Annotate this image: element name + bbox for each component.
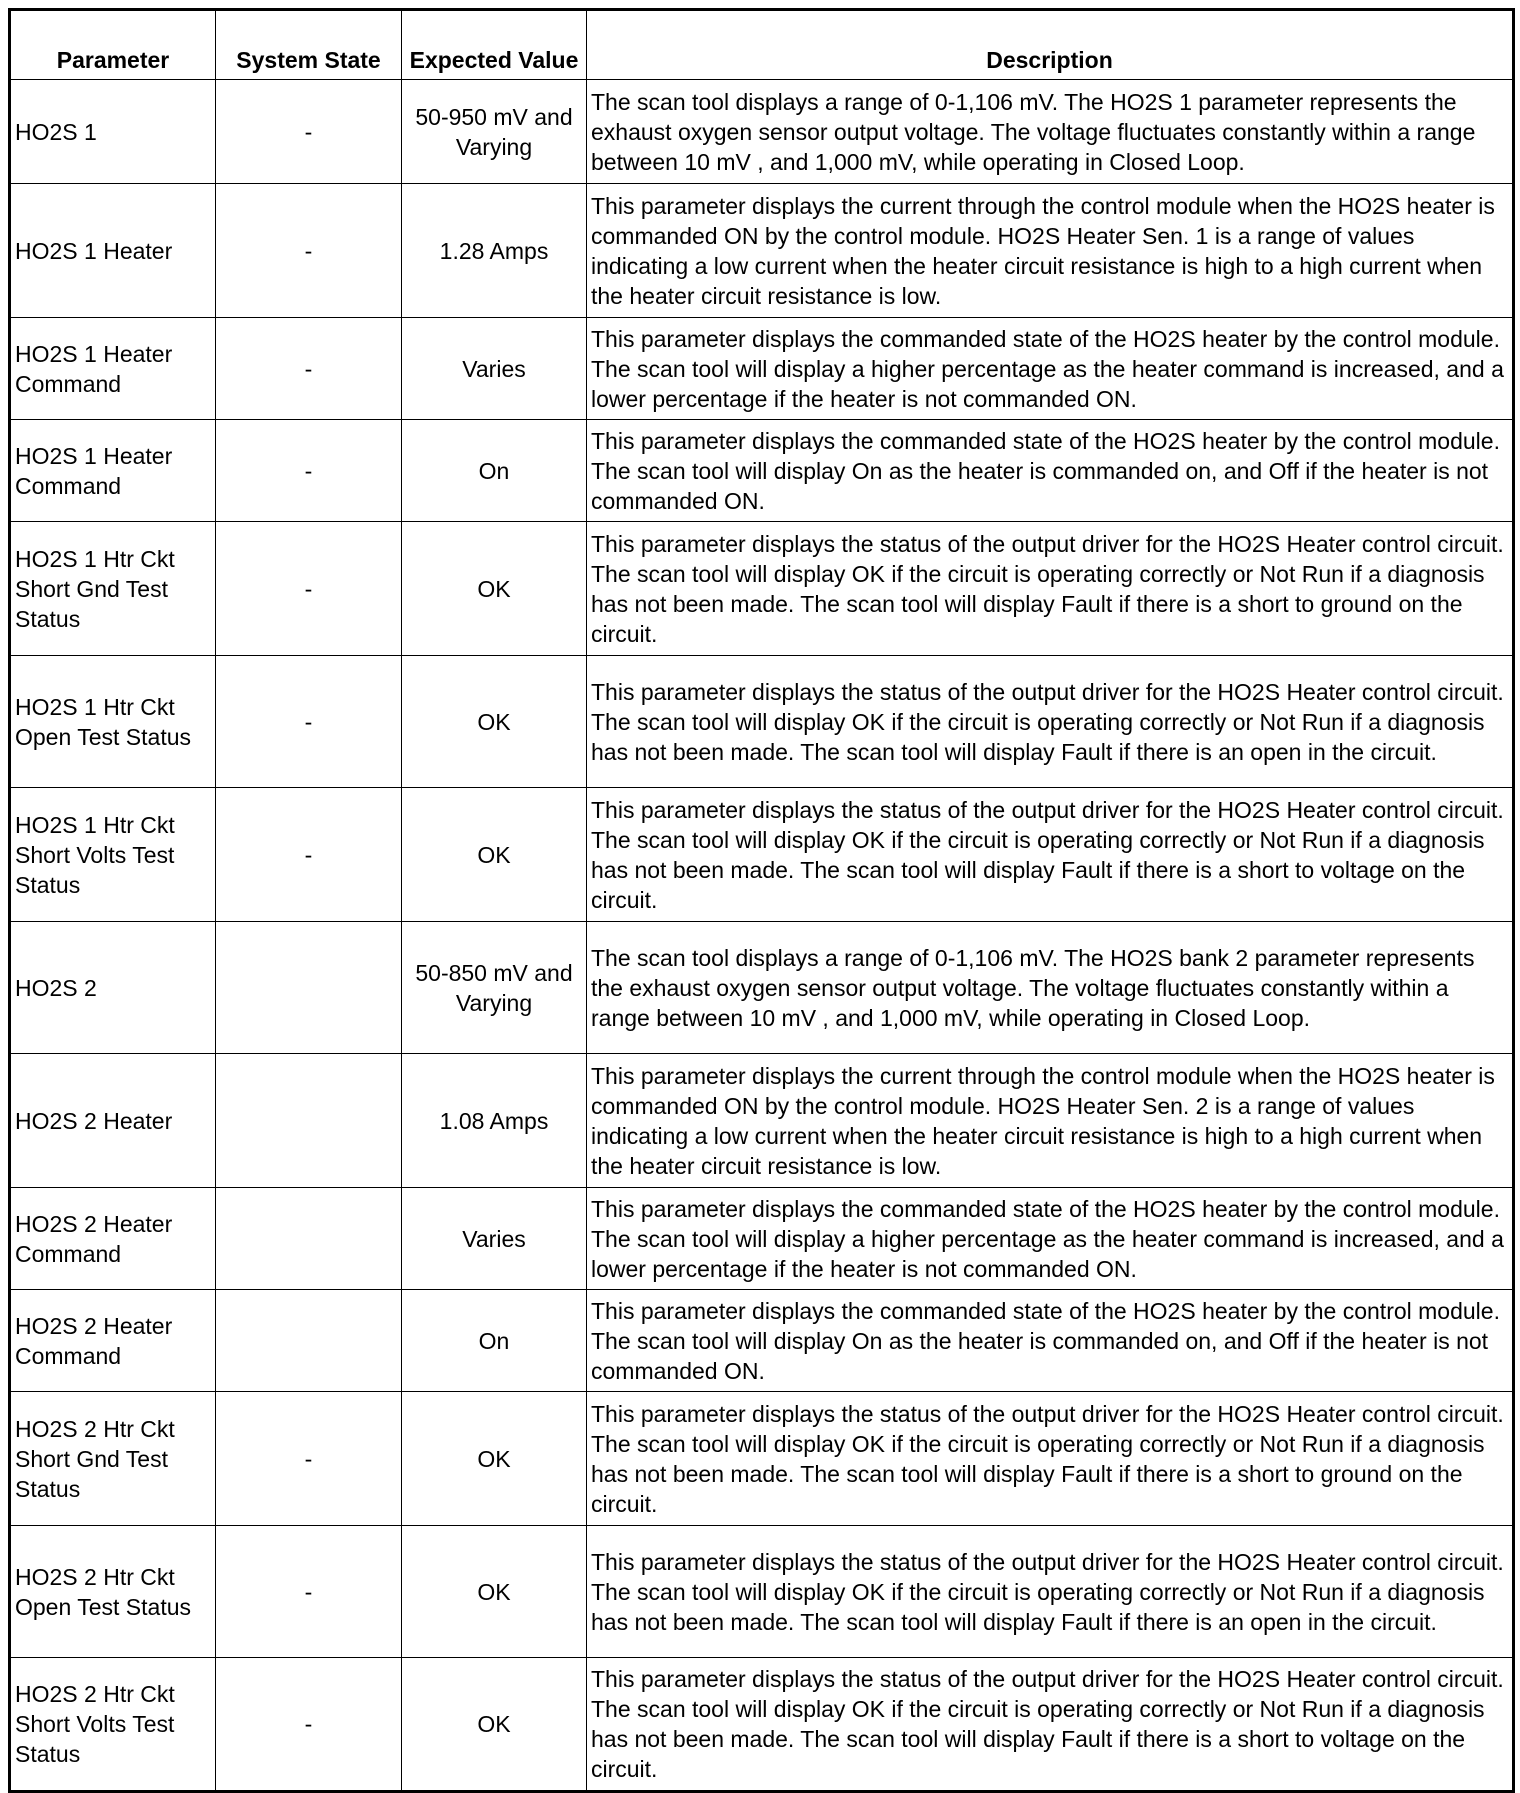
cell-expected-value: Varies <box>402 318 587 420</box>
table-row <box>10 522 1514 656</box>
table-row <box>10 1188 1514 1290</box>
table-row <box>10 1290 1514 1392</box>
cell-system-state: - <box>216 420 402 522</box>
cell-description: This parameter displays the commanded state of the HO2S heater by the control module. The scan tool will display a higher percentage as the heater command is increased, and a lower percentage if the heater is not commanded ON. <box>587 1188 1514 1290</box>
cell-parameter: HO2S 2 <box>10 922 216 1054</box>
cell-description: This parameter displays the status of the output driver for the HO2S Heater control circuit. The scan tool will display OK if the circuit is operating correctly or Not Run if a diagnosis has not been made. The scan tool will display Fault if there is a short to voltage on the circuit. <box>587 1658 1514 1792</box>
cell-expected-value: OK <box>402 1526 587 1658</box>
table-header-row <box>10 10 1514 80</box>
cell-system-state <box>216 1290 402 1392</box>
cell-description: This parameter displays the commanded state of the HO2S heater by the control module. The scan tool will display On as the heater is commanded on, and Off if the heater is not commanded ON. <box>587 420 1514 522</box>
cell-system-state: - <box>216 1658 402 1792</box>
cell-system-state: - <box>216 184 402 318</box>
cell-system-state: - <box>216 656 402 788</box>
cell-parameter: HO2S 1 Htr Ckt Short Gnd Test Status <box>10 522 216 656</box>
cell-system-state <box>216 1188 402 1290</box>
cell-parameter: HO2S 2 Heater <box>10 1054 216 1188</box>
cell-system-state: - <box>216 1526 402 1658</box>
cell-system-state: - <box>216 788 402 922</box>
cell-parameter: HO2S 1 Heater Command <box>10 318 216 420</box>
cell-description: This parameter displays the status of the output driver for the HO2S Heater control circuit. The scan tool will display OK if the circuit is operating correctly or Not Run if a diagnosis has not been made. The scan tool will display Fault if there is a short to ground on the circuit. <box>587 522 1514 656</box>
cell-expected-value: On <box>402 420 587 522</box>
table-row <box>10 420 1514 522</box>
cell-expected-value: OK <box>402 1658 587 1792</box>
cell-expected-value: OK <box>402 788 587 922</box>
cell-description: This parameter displays the status of the output driver for the HO2S Heater control circuit. The scan tool will display OK if the circuit is operating correctly or Not Run if a diagnosis has not been made. The scan tool will display Fault if there is an open in the circuit. <box>587 1526 1514 1658</box>
header-parameter: Parameter <box>10 10 216 80</box>
cell-expected-value: 1.28 Amps <box>402 184 587 318</box>
cell-parameter: HO2S 2 Heater Command <box>10 1290 216 1392</box>
cell-description: This parameter displays the current through the control module when the HO2S heater is commanded ON by the control module. HO2S Heater Sen. 2 is a range of values indicating a low current when the heater circuit resistance is high to a high current when the heater circuit resistance is low. <box>587 1054 1514 1188</box>
table-row <box>10 80 1514 184</box>
table-row <box>10 184 1514 318</box>
cell-parameter: HO2S 1 <box>10 80 216 184</box>
cell-system-state: - <box>216 522 402 656</box>
table-row <box>10 656 1514 788</box>
table-row <box>10 1658 1514 1792</box>
cell-system-state: - <box>216 1392 402 1526</box>
cell-parameter: HO2S 2 Heater Command <box>10 1188 216 1290</box>
cell-description: This parameter displays the status of the output driver for the HO2S Heater control circuit. The scan tool will display OK if the circuit is operating correctly or Not Run if a diagnosis has not been made. The scan tool will display Fault if there is a short to ground on the circuit. <box>587 1392 1514 1526</box>
parameter-table <box>8 8 1515 1793</box>
header-expected-value: Expected Value <box>402 10 587 80</box>
cell-parameter: HO2S 1 Heater <box>10 184 216 318</box>
header-description: Description <box>587 10 1514 80</box>
cell-expected-value: OK <box>402 1392 587 1526</box>
cell-parameter: HO2S 1 Heater Command <box>10 420 216 522</box>
document-page <box>8 8 1512 1780</box>
cell-system-state: - <box>216 318 402 420</box>
cell-description: The scan tool displays a range of 0-1,106 mV. The HO2S bank 2 parameter represents the exhaust oxygen sensor output voltage. The voltage fluctuates constantly within a range between 10 mV , and 1,000 mV, while operating in Closed Loop. <box>587 922 1514 1054</box>
cell-expected-value: OK <box>402 522 587 656</box>
header-system-state: System State <box>216 10 402 80</box>
table-row <box>10 922 1514 1054</box>
cell-parameter: HO2S 1 Htr Ckt Short Volts Test Status <box>10 788 216 922</box>
table-row <box>10 1392 1514 1526</box>
cell-expected-value: 50-850 mV and Varying <box>402 922 587 1054</box>
cell-parameter: HO2S 1 Htr Ckt Open Test Status <box>10 656 216 788</box>
table-row <box>10 1526 1514 1658</box>
cell-expected-value: 1.08 Amps <box>402 1054 587 1188</box>
cell-description: This parameter displays the status of the output driver for the HO2S Heater control circuit. The scan tool will display OK if the circuit is operating correctly or Not Run if a diagnosis has not been made. The scan tool will display Fault if there is a short to voltage on the circuit. <box>587 788 1514 922</box>
cell-parameter: HO2S 2 Htr Ckt Short Volts Test Status <box>10 1658 216 1792</box>
cell-system-state <box>216 1054 402 1188</box>
table-row <box>10 788 1514 922</box>
cell-parameter: HO2S 2 Htr Ckt Open Test Status <box>10 1526 216 1658</box>
cell-system-state <box>216 922 402 1054</box>
table-row <box>10 1054 1514 1188</box>
cell-description: This parameter displays the commanded state of the HO2S heater by the control module. The scan tool will display a higher percentage as the heater command is increased, and a lower percentage if the heater is not commanded ON. <box>587 318 1514 420</box>
cell-parameter: HO2S 2 Htr Ckt Short Gnd Test Status <box>10 1392 216 1526</box>
table-row <box>10 318 1514 420</box>
cell-description: The scan tool displays a range of 0-1,106 mV. The HO2S 1 parameter represents the exhaust oxygen sensor output voltage. The voltage fluctuates constantly within a range between 10 mV , and 1,000 mV, while operating in Closed Loop. <box>587 80 1514 184</box>
cell-expected-value: Varies <box>402 1188 587 1290</box>
cell-expected-value: OK <box>402 656 587 788</box>
cell-expected-value: 50-950 mV and Varying <box>402 80 587 184</box>
cell-expected-value: On <box>402 1290 587 1392</box>
cell-description: This parameter displays the current through the control module when the HO2S heater is commanded ON by the control module. HO2S Heater Sen. 1 is a range of values indicating a low current when the heater circuit resistance is high to a high current when the heater circuit resistance is low. <box>587 184 1514 318</box>
cell-description: This parameter displays the commanded state of the HO2S heater by the control module. The scan tool will display On as the heater is commanded on, and Off if the heater is not commanded ON. <box>587 1290 1514 1392</box>
cell-description: This parameter displays the status of the output driver for the HO2S Heater control circuit. The scan tool will display OK if the circuit is operating correctly or Not Run if a diagnosis has not been made. The scan tool will display Fault if there is an open in the circuit. <box>587 656 1514 788</box>
cell-system-state: - <box>216 80 402 184</box>
